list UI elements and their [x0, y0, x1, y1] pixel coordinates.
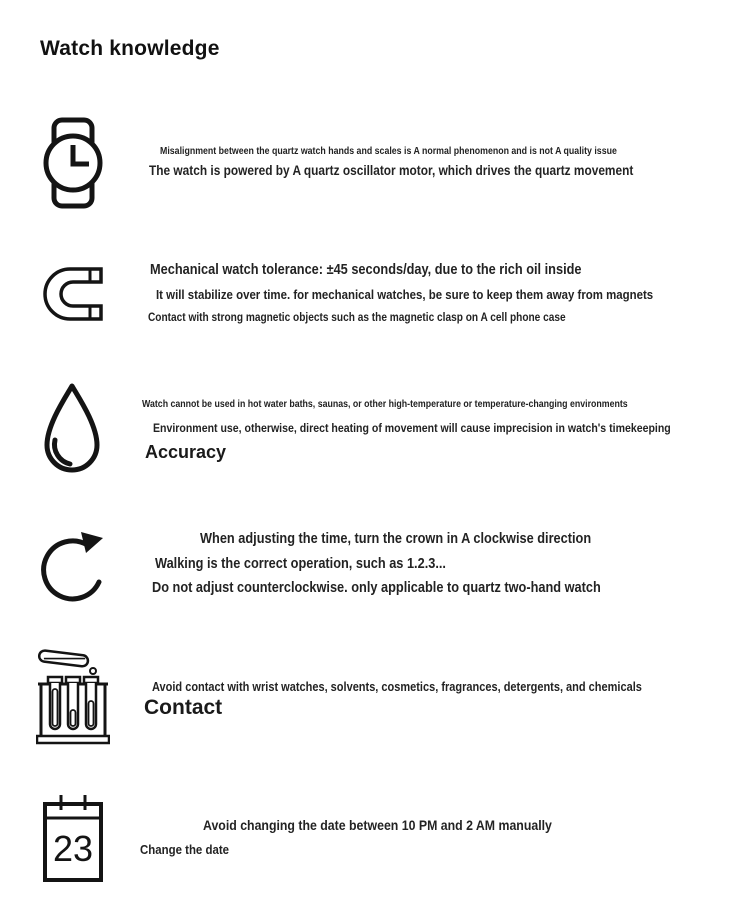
page-title: Watch knowledge — [40, 37, 220, 60]
calendar-icon — [41, 794, 105, 884]
clockwise-arrow-icon — [40, 524, 108, 604]
section-quartz-main: The watch is powered by A quartz oscillator motor, which drives the quartz movement — [149, 163, 634, 178]
magnet-icon — [42, 266, 104, 322]
section-crown-line2: Walking is the correct operation, such as 1.2.3... — [155, 556, 446, 572]
section-accuracy-heading: Accuracy — [145, 442, 227, 462]
section-contact-heading: Contact — [144, 696, 223, 719]
calendar-day-number: 23 — [52, 828, 94, 869]
wristwatch-icon — [40, 117, 106, 209]
test-tubes-icon — [36, 644, 110, 746]
section-date-note: Avoid changing the date between 10 PM and 2 AM manually — [203, 817, 552, 833]
water-drop-icon — [40, 381, 104, 476]
section-date-heading: Change the date — [140, 842, 229, 857]
section-magnet-main: Mechanical watch tolerance: ±45 seconds/day, due to the rich oil inside — [150, 262, 582, 278]
section-magnet-sub: It will stabilize over time. for mechanical watches, be sure to keep them away from magnets — [156, 287, 654, 302]
section-magnet-note: Contact with strong magnetic objects such as the magnetic clasp on A cell phone case — [148, 312, 566, 324]
section-accuracy-note1: Watch cannot be used in hot water baths, saunas, or other high-temperature or temperature-changing environments — [142, 399, 628, 410]
section-crown-line3: Do not adjust counterclockwise. only applicable to quartz two-hand watch — [152, 580, 601, 596]
section-accuracy-note2: Environment use, otherwise, direct heating of movement will cause imprecision in watch's timekeeping — [153, 421, 671, 435]
section-quartz-note: Misalignment between the quartz watch hands and scales is A normal phenomenon and is not A quality issue — [160, 146, 617, 157]
section-contact-note: Avoid contact with wrist watches, solvents, cosmetics, fragrances, detergents, and chemicals — [152, 680, 642, 694]
section-crown-line1: When adjusting the time, turn the crown in A clockwise direction — [200, 531, 592, 547]
